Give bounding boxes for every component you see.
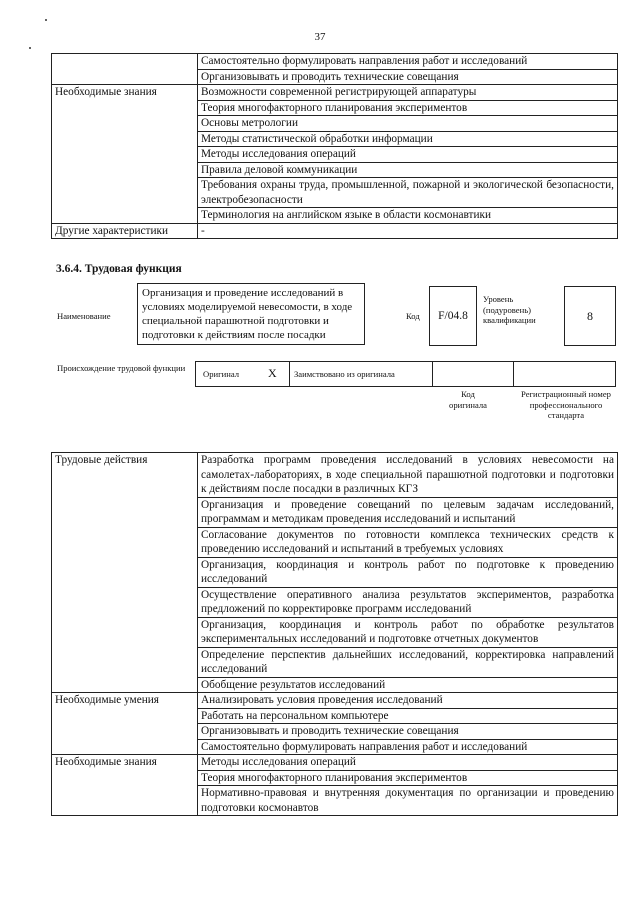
top-table [51, 53, 618, 239]
level-label: Уровень (подуровень) квалификации [483, 294, 536, 325]
code-box [429, 286, 477, 346]
knowledge-label: Необходимые знания [52, 755, 198, 816]
main-table [51, 452, 618, 816]
list-item: Методы исследования операций [198, 755, 618, 771]
table-row [52, 755, 618, 771]
level-box [564, 286, 616, 346]
list-item: Теория многофакторного планирования экспериментов [198, 100, 618, 116]
list-item: Организация, координация и контроль работ по обработке результатов экспериментальных исследований и подготовке отчетных документов [198, 617, 618, 647]
list-item: Нормативно-правовая и внутренняя документация по организации и проведению подготовки космонавтов [198, 786, 618, 816]
other-characteristics-label: Другие характеристики [52, 223, 198, 239]
list-item: Методы статистической обработки информации [198, 131, 618, 147]
other-characteristics-value: - [198, 223, 618, 239]
scan-mark [29, 47, 31, 49]
table-row [52, 223, 618, 239]
list-item: Осуществление оперативного анализа результатов экспериментов, разработка предложений по корректировке программ исследований [198, 587, 618, 617]
reg-number-caption: Регистрационный номер профессионального стандарта [521, 389, 611, 420]
level-value: 8 [587, 309, 593, 323]
list-item: Определение перспектив дальнейших исследований, корректировка направлений исследований [198, 647, 618, 677]
list-item: Возможности современной регистрирующей аппаратуры [198, 85, 618, 101]
section-title: 3.6.4. Трудовая функция [56, 263, 182, 275]
list-item: Терминология на английском языке в области космонавтики [198, 208, 618, 224]
borrowed-label: Заимствовано из оригинала [294, 369, 395, 379]
page-number: 37 [314, 31, 326, 43]
table-row [52, 85, 618, 101]
list-item: Согласование документов по готовности комплекса технических средств к проведению исследований и испытаний в требуемых условиях [198, 527, 618, 557]
list-item: Обобщение результатов исследований [198, 677, 618, 693]
code-value: F/04.8 [438, 310, 468, 322]
scan-mark [45, 19, 47, 21]
list-item: Анализировать условия проведения исследований [198, 693, 618, 709]
list-item: Организовывать и проводить технические совещания [198, 69, 618, 85]
table-row [52, 453, 618, 498]
list-item: Организация, координация и контроль работ по подготовке к проведению исследований [198, 557, 618, 587]
list-item: Организация и проведение совещаний по целевым задачам исследований, программам и методикам проведения исследований и испытаний [198, 497, 618, 527]
original-mark: X [268, 366, 277, 380]
list-item: Методы исследования операций [198, 147, 618, 163]
code-label: Код [406, 311, 420, 321]
list-item: Теория многофакторного планирования экспериментов [198, 770, 618, 786]
table-cell-empty [52, 54, 198, 85]
list-item: Самостоятельно формулировать направления работ и исследований [198, 739, 618, 755]
origin-code-caption: Код оригинала [449, 389, 487, 410]
list-item: Правила деловой коммуникации [198, 162, 618, 178]
list-item: Разработка программ проведения исследований в условиях невесомости на самолетах-лабораториях, в ходе специальной парашютной подготовки и подготовки к действиям после посадки в различных КГЗ [198, 453, 618, 498]
list-item: Требования охраны труда, промышленной, пожарной и экологической безопасности, электробезопасности [198, 178, 618, 208]
list-item: Работать на персональном компьютере [198, 708, 618, 724]
table-row [52, 54, 618, 70]
actions-label: Трудовые действия [52, 453, 198, 693]
origin-strip [195, 361, 616, 387]
list-item: Организовывать и проводить технические совещания [198, 724, 618, 740]
original-label: Оригинал [203, 369, 240, 379]
origin-label: Происхождение трудовой функции [57, 363, 186, 373]
skills-label: Необходимые умения [52, 693, 198, 755]
table-row [52, 693, 618, 709]
knowledge-label: Необходимые знания [52, 85, 198, 224]
name-label: Наименование [57, 311, 111, 321]
name-box [137, 283, 365, 345]
list-item: Основы метрологии [198, 116, 618, 132]
name-value: Организация и проведение исследований в условиях моделируемой невесомости, в ходе специальной парашютной подготовки и подготовки к действиям после посадки [142, 287, 353, 341]
list-item: Самостоятельно формулировать направления работ и исследований [198, 54, 618, 70]
